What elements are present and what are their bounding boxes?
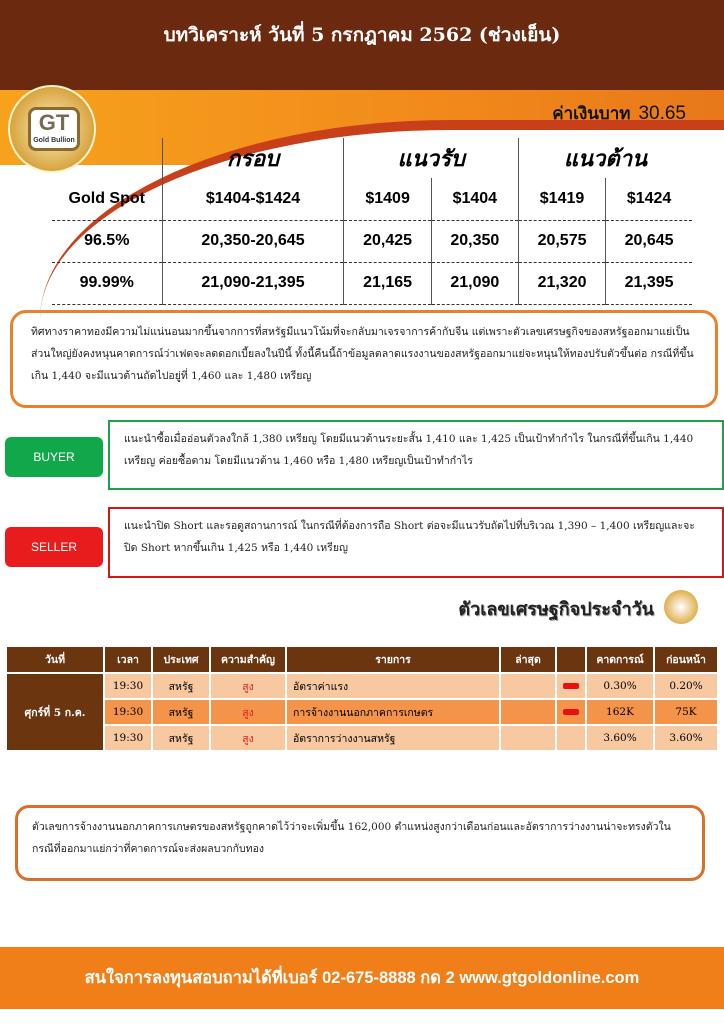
table-row	[52, 220, 692, 262]
day-cell: ศุกร์ที่ 5 ก.ค.	[7, 674, 103, 750]
range: 20,350-20,645	[162, 220, 344, 262]
previous: 3.60%	[655, 726, 717, 750]
time: 19:30	[105, 726, 151, 750]
resistance-2: 20,645	[606, 220, 692, 262]
red-dash-icon	[563, 683, 579, 689]
country: สหรัฐ	[153, 700, 209, 724]
row-name: 96.5%	[52, 220, 162, 262]
seller-button[interactable]: SELLER	[5, 527, 103, 567]
footer-contact: สนใจการลงทุนสอบถามได้ที่เบอร์ 02-675-8888 กด 2 www.gtgoldonline.com	[0, 947, 724, 1009]
item: อัตราการว่างงานสหรัฐ	[287, 726, 499, 750]
exchange-label: ค่าเงินบาท	[552, 104, 631, 123]
item: อัตราค่าแรง	[287, 674, 499, 698]
latest	[501, 674, 555, 698]
gt-logo-small	[664, 590, 698, 624]
support-1: 21,165	[344, 262, 431, 304]
range: $1404-$1424	[162, 178, 344, 220]
row-name: Gold Spot	[52, 178, 162, 220]
col-time: เวลา	[105, 647, 151, 672]
time: 19:30	[105, 674, 151, 698]
resistance-2: $1424	[606, 178, 692, 220]
item: การจ้างงานนอกภาคการเกษตร	[287, 700, 499, 724]
table-row	[7, 674, 717, 698]
exchange-rate	[552, 100, 686, 127]
country: สหรัฐ	[153, 726, 209, 750]
time: 19:30	[105, 700, 151, 724]
row-name: 99.99%	[52, 262, 162, 304]
previous: 0.20%	[655, 674, 717, 698]
resistance-1: 21,320	[518, 262, 605, 304]
latest	[501, 726, 555, 750]
col-forecast: คาดการณ์	[587, 647, 653, 672]
resistance-1: $1419	[518, 178, 605, 220]
buyer-button[interactable]: BUYER	[5, 437, 103, 477]
header-range: กรอบ	[162, 138, 344, 178]
analysis-summary: ทิศทางราคาทองมีความไม่แน่นอนมากขึ้นจากการที่สหรัฐมีแนวโน้มที่จะกลับมาเจรจาการค้ากับจีน แต่เพราะตัวเลขเศรษฐกิจของสหรัฐออกมาแย่เป็นส่วนใหญ่ยังคงหนุนคาดการณ์ว่าเฟดจะลดดอกเบี้ยลงในปีนี้ ทั้งนี้คืนนี้ถ้าข้อมูลตลาดแรงงานของสหรัฐออกมาแย่จะหนุนให้ทองปรับตัวขึ้นต่อ กรณีที่ขึ้นเกิน 1,440 จะมีแนวต้านถัดไปอยู่ที่ 1,460 และ 1,480 เหรียญ	[10, 310, 718, 408]
col-country: ประเทศ	[153, 647, 209, 672]
logo-sub: Gold Bullion	[33, 137, 75, 144]
header-support: แนวรับ	[344, 138, 518, 178]
table-row	[7, 726, 717, 750]
price-levels-table	[52, 138, 692, 305]
econ-note: ตัวเลขการจ้างงานนอกภาคการเกษตรของสหรัฐถูกคาดไว้ว่าจะเพิ่มขึ้น 162,000 ตำแหน่งสูงกว่าเดือนก่อนและอัตราการว่างงานน่าจะทรงตัวในกรณีที่ออกมาแย่กว่าที่คาดการณ์จะส่งผลบวกกับทอง	[15, 805, 705, 881]
page-title: บทวิเคราะห์ วันที่ 5 กรกฎาคม 2562 (ช่วงเย็น)	[163, 24, 561, 46]
col-importance: ความสำคัญ	[211, 647, 285, 672]
table-row	[52, 262, 692, 304]
economic-calendar-table	[5, 645, 719, 752]
importance: สูง	[211, 700, 285, 724]
col-latest: ล่าสุด	[501, 647, 555, 672]
red-dash-icon	[563, 709, 579, 715]
buyer-advice: แนะนำซื้อเมื่ออ่อนตัวลงใกล้ 1,380 เหรียญ โดยมีแนวต้านระยะสั้น 1,410 และ 1,425 เป็นเป้าทำกำไร ในกรณีที่ขึ้นเกิน 1,440 เหรียญ ค่อยซื้อตาม โดยมีแนวต้าน 1,460 หรือ 1,480 เหรียญเป็นเป้าทำกำไร	[108, 420, 724, 490]
page-header	[0, 0, 724, 90]
indicator	[557, 674, 585, 698]
importance: สูง	[211, 674, 285, 698]
table-row	[7, 700, 717, 724]
forecast: 162K	[587, 700, 653, 724]
forecast: 0.30%	[587, 674, 653, 698]
resistance-2: 21,395	[606, 262, 692, 304]
latest	[501, 700, 555, 724]
logo-text: GT	[38, 110, 70, 135]
range: 21,090-21,395	[162, 262, 344, 304]
col-date: วันที่	[7, 647, 103, 672]
previous: 75K	[655, 700, 717, 724]
seller-advice: แนะนำปิด Short และรอดูสถานการณ์ ในกรณีที่ต้องการถือ Short ต่อจะมีแนวรับถัดไปที่บริเวณ 1,390 – 1,400 เหรียญและจะปิด Short หากขึ้นเกิน 1,425 หรือ 1,440 เหรียญ	[108, 507, 724, 578]
exchange-value: 30.65	[638, 103, 686, 124]
table-row	[52, 178, 692, 220]
support-2: $1404	[431, 178, 518, 220]
col-item: รายการ	[287, 647, 499, 672]
support-1: $1409	[344, 178, 431, 220]
indicator	[557, 700, 585, 724]
support-2: 21,090	[431, 262, 518, 304]
econ-title: ตัวเลขเศรษฐกิจประจำวัน	[458, 599, 654, 619]
col-previous: ก่อนหน้า	[655, 647, 717, 672]
resistance-1: 20,575	[518, 220, 605, 262]
importance: สูง	[211, 726, 285, 750]
forecast: 3.60%	[587, 726, 653, 750]
support-2: 20,350	[431, 220, 518, 262]
country: สหรัฐ	[153, 674, 209, 698]
header-resistance: แนวต้าน	[518, 138, 692, 178]
col-indicator	[557, 647, 585, 672]
support-1: 20,425	[344, 220, 431, 262]
indicator	[557, 726, 585, 750]
